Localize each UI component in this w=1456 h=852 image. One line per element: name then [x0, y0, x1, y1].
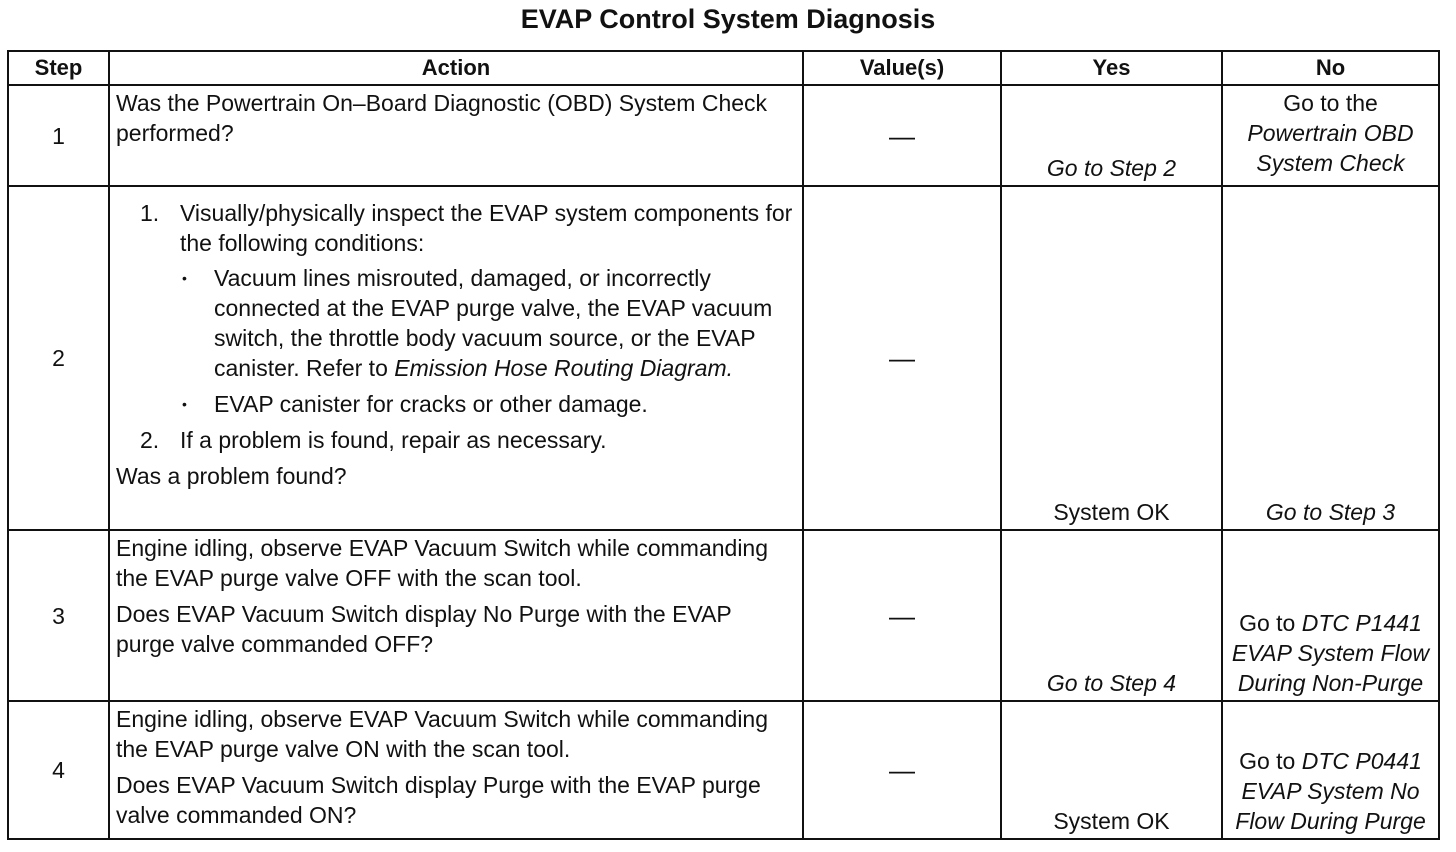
question-text: Does EVAP Vacuum Switch display No Purge with the EVAP purge valve commanded OFF? — [116, 601, 732, 657]
value-cell: — — [803, 186, 1001, 530]
no-cell — [1222, 530, 1439, 701]
no-reference: DTC P0441 EVAP System No Flow During Purge — [1235, 748, 1426, 834]
header-action: Action — [109, 51, 803, 85]
bullet-item — [116, 263, 796, 383]
no-prefix: Go to — [1239, 610, 1296, 636]
action-cell — [109, 701, 803, 839]
value-cell: — — [803, 701, 1001, 839]
diagnosis-table — [7, 50, 1440, 840]
action-text: Engine idling, observe EVAP Vacuum Switch while commanding the EVAP purge valve ON with the scan tool. — [116, 706, 769, 762]
numbered-item — [116, 425, 796, 455]
no-prefix: Go to the — [1283, 90, 1378, 116]
no-cell — [1222, 701, 1439, 839]
action-text: Was the Powertrain On–Board Diagnostic (OBD) System Check performed? — [116, 90, 768, 146]
value-cell: — — [803, 85, 1001, 186]
header-no: No — [1222, 51, 1439, 85]
bullet-text: Vacuum lines misrouted, damaged, or incorrectly connected at the EVAP purge valve, the EVAP vacuum switch, the throttle body vacuum source, or the EVAP canister. Refer to Emission Hose Routing Diagram. — [214, 265, 773, 381]
header-yes: Yes — [1001, 51, 1222, 85]
header-row — [8, 51, 1439, 85]
action-text: Engine idling, observe EVAP Vacuum Switch while commanding the EVAP purge valve OFF with the scan tool. — [116, 535, 769, 591]
item-number: 2. — [140, 427, 160, 453]
item-text: If a problem is found, repair as necessary. — [180, 427, 607, 453]
action-cell — [109, 530, 803, 701]
yes-cell: Go to Step 4 — [1001, 530, 1222, 701]
numbered-item — [116, 198, 796, 258]
value-cell: — — [803, 530, 1001, 701]
bullet-icon: • — [182, 396, 187, 412]
action-cell — [109, 85, 803, 186]
bullet-icon: • — [182, 270, 187, 286]
header-step: Step — [8, 51, 109, 85]
no-cell: Go to Step 3 — [1222, 186, 1439, 530]
yes-cell: Go to Step 2 — [1001, 85, 1222, 186]
step-number: 1 — [8, 85, 109, 186]
table-row — [8, 85, 1439, 186]
action-cell — [109, 186, 803, 530]
question-text: Does EVAP Vacuum Switch display Purge with the EVAP purge valve commanded ON? — [116, 772, 761, 828]
header-values: Value(s) — [803, 51, 1001, 85]
table-row — [8, 186, 1439, 530]
no-reference: DTC P1441 EVAP System Flow During Non-Purge — [1231, 610, 1430, 696]
table-row — [8, 701, 1439, 839]
item-number: 1. — [140, 200, 160, 226]
step-number: 3 — [8, 530, 109, 701]
yes-cell: System OK — [1001, 186, 1222, 530]
question-text: Was a problem found? — [116, 463, 347, 489]
no-reference: Powertrain OBD System Check — [1247, 120, 1414, 176]
step-number: 4 — [8, 701, 109, 839]
page-title: EVAP Control System Diagnosis — [520, 4, 936, 34]
item-text: Visually/physically inspect the EVAP system components for the following conditions: — [180, 200, 793, 256]
table-row — [8, 530, 1439, 701]
bullet-item — [116, 389, 796, 419]
yes-cell: System OK — [1001, 701, 1222, 839]
step-number: 2 — [8, 186, 109, 530]
bullet-text: EVAP canister for cracks or other damage. — [214, 391, 648, 417]
no-cell — [1222, 85, 1439, 186]
no-prefix: Go to — [1239, 748, 1296, 774]
